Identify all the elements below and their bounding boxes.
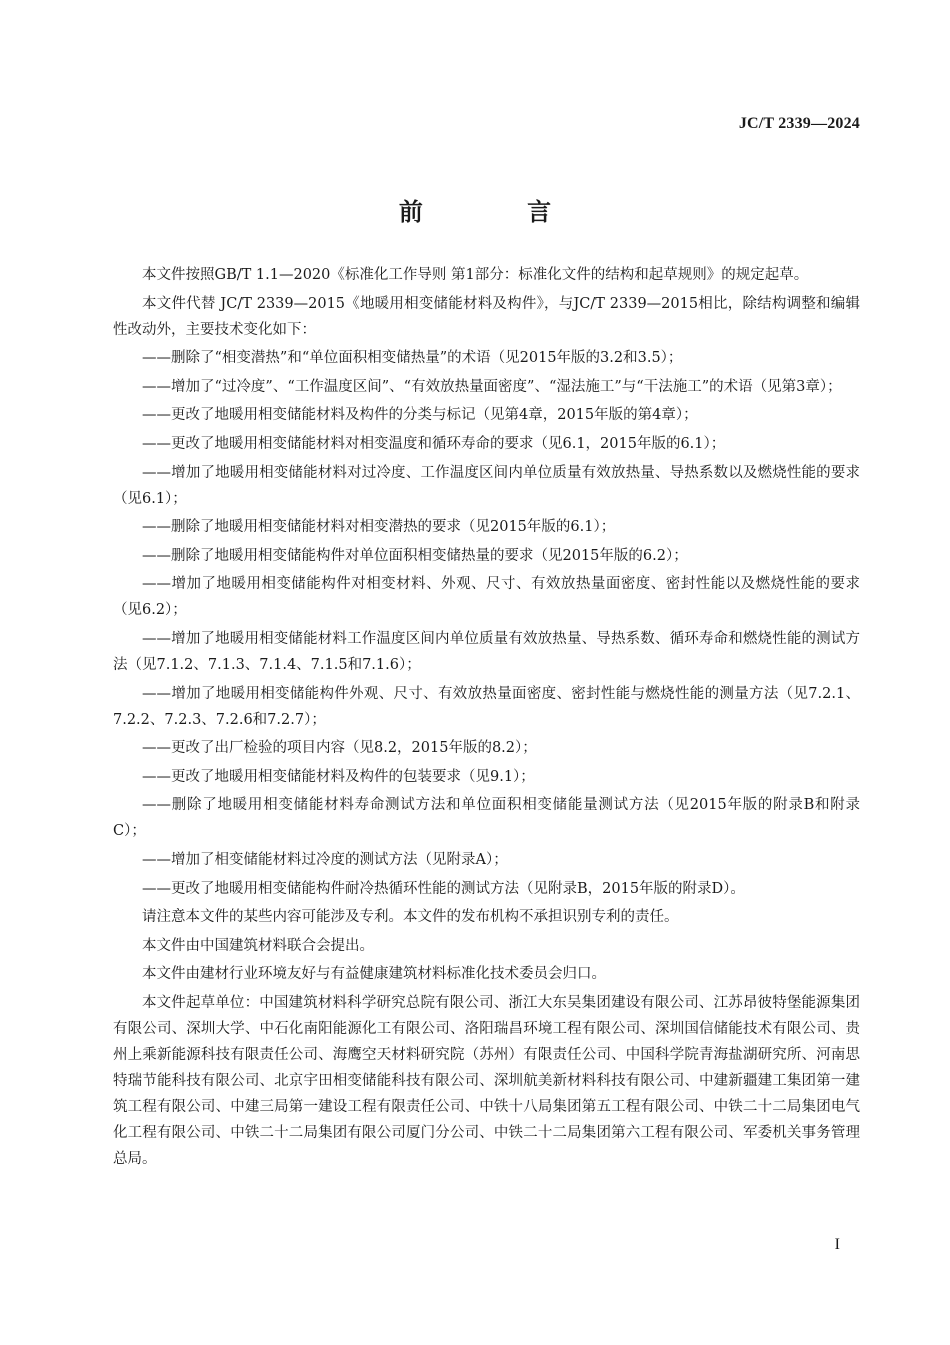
change-item: ——增加了相变储能材料过冷度的测试方法（见附录A）； — [142, 851, 508, 868]
page-title: 前 言 — [398, 198, 600, 226]
change-item: ——增加了“过冷度”、“工作温度区间”、“有效放热量面密度”、“湿法施工”与“干法施工”的术语（见第3章）； — [142, 378, 842, 395]
change-item: ——更改了地暖用相变储能材料及构件的分类与标记（见第4章，2015年版的第4章）； — [142, 407, 698, 424]
change-item: ——增加了地暖用相变储能构件外观、尺寸、有效放热量面密度、密封性能与燃烧性能的测量方法（见7.2.1、7.2.2、7.2.3、7.2.6和7.2.7）； — [113, 685, 860, 728]
page-number: I — [834, 1236, 840, 1253]
intro-paragraph: 本文件代替 JC/T 2339—2015《地暖用相变储能材料及构件》，与JC/T 2339—2015相比，除结构调整和编辑性改动外，主要技术变化如下： — [113, 295, 860, 338]
change-item: ——删除了地暖用相变储能构件对单位面积相变储热量的要求（见2015年版的6.2）； — [142, 547, 688, 564]
intro-paragraph: 本文件按照GB/T 1.1—2020《标准化工作导则 第1部分：标准化文件的结构和起草规则》的规定起草。 — [142, 267, 809, 283]
change-item: ——更改了出厂检验的项目内容（见8.2，2015年版的8.2）； — [142, 740, 537, 757]
patent-notice: 请注意本文件的某些内容可能涉及专利。本文件的发布机构不承担识别专利的责任。 — [142, 909, 679, 926]
change-item: ——更改了地暖用相变储能材料及构件的包装要求（见9.1）； — [142, 768, 535, 785]
foreword-body — [113, 262, 860, 1174]
change-item: ——更改了地暖用相变储能构件耐冷热循环性能的测试方法（见附录B，2015年版的附录D）。 — [142, 880, 745, 897]
change-item: ——删除了地暖用相变储能材料对相变潜热的要求（见2015年版的6.1）； — [142, 519, 616, 536]
change-item: ——删除了地暖用相变储能材料寿命测试方法和单位面积相变储能量测试方法（见2015年版的附录B和附录C）； — [113, 797, 860, 840]
change-item: ——更改了地暖用相变储能材料对相变温度和循环寿命的要求（见6.1，2015年版的6.1）； — [142, 435, 726, 452]
document-code: JC/T 2339—2024 — [738, 115, 860, 132]
change-item: ——增加了地暖用相变储能构件对相变材料、外观、尺寸、有效放热量面密度、密封性能以及燃烧性能的要求（见6.2）； — [113, 576, 860, 619]
change-item: ——增加了地暖用相变储能材料工作温度区间内单位质量有效放热量、导热系数、循环寿命和燃烧性能的测试方法（见7.1.2、7.1.3、7.1.4、7.1.5和7.1.6）； — [113, 630, 860, 673]
change-item: ——增加了地暖用相变储能材料对过冷度、工作温度区间内单位质量有效放热量、导热系数以及燃烧性能的要求（见6.1）； — [113, 464, 860, 507]
change-item: ——删除了“相变潜热”和“单位面积相变储热量”的术语（见2015年版的3.2和3.5）； — [142, 350, 683, 367]
committee-statement: 本文件由建材行业环境友好与有益健康建筑材料标准化技术委员会归口。 — [142, 966, 606, 983]
proposer-statement: 本文件由中国建筑材料联合会提出。 — [142, 937, 374, 954]
drafting-units: 本文件起草单位：中国建筑材料科学研究总院有限公司、浙江大东吴集团建设有限公司、江苏昂彼特堡能源集团有限公司、深圳大学、中石化南阳能源化工有限公司、洛阳瑞昌环境工程有限公司、深圳国信储能技术有限公司、贵州上乘新能源科技有限责任公司、海鹰空天材料研究院（苏州）有限责任公司、中国科学院青海盐湖研究所、河南思特瑞节能科技有限公司、北京宇田相变储能科技有限公司、深圳航美新材料科技有限公司、中建新疆建工集团第一建筑工程有限公司、中建三局第一建设工程有限责任公司、中铁十八局集团第五工程有限公司、中铁二十二局集团电气化工程有限公司、中铁二十二局集团有限公司厦门分公司、中铁二十二局集团第六工程有限公司、军委机关事务管理总局。 — [113, 994, 860, 1167]
